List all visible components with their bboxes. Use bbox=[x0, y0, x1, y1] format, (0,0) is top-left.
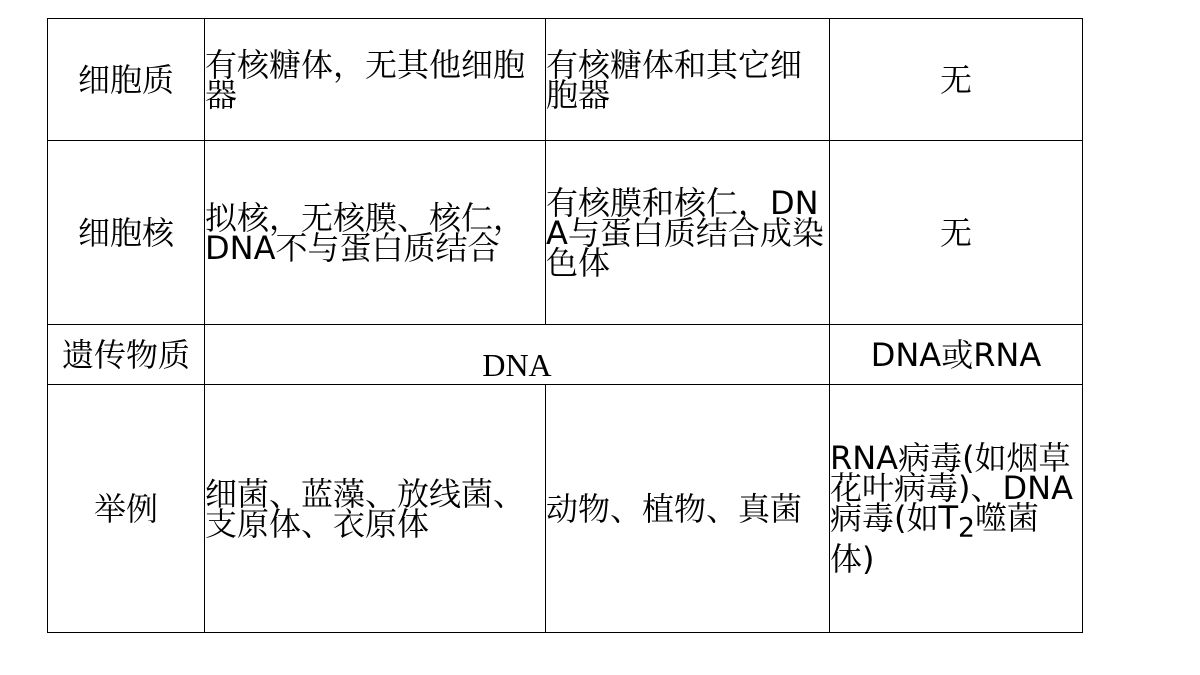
cellular-organisms-cell bbox=[205, 325, 830, 385]
row-label-cell bbox=[48, 385, 205, 633]
prokaryote-cell bbox=[205, 385, 546, 633]
cell-text bbox=[830, 439, 1082, 578]
virus-cell bbox=[830, 385, 1083, 633]
row-label: 举例 bbox=[93, 489, 158, 528]
row-label-cell bbox=[48, 141, 205, 325]
cell-text: 细菌、蓝藻、放线菌、支原体、衣原体 bbox=[205, 474, 526, 543]
row-label: 遗传物质 bbox=[61, 335, 190, 374]
row-label: 细胞质 bbox=[77, 60, 174, 99]
virus-example-text-end: 噬菌体) bbox=[830, 499, 1040, 578]
virus-example-text: RNA病毒(如烟草花叶病毒)、DNA病毒(如T bbox=[830, 439, 1073, 538]
row-label: 细胞核 bbox=[77, 213, 174, 252]
prokaryote-cell bbox=[205, 19, 546, 141]
row-label-cell bbox=[48, 19, 205, 141]
table-row-nucleus bbox=[48, 141, 1083, 325]
eukaryote-cell bbox=[546, 19, 830, 141]
cell-text: DNA或RNA bbox=[870, 335, 1042, 374]
table-row-cytoplasm bbox=[48, 19, 1083, 141]
cell-text: 动物、植物、真菌 bbox=[546, 489, 803, 528]
cell-text: 无 bbox=[939, 60, 972, 99]
cell-text: 有核糖体，无其他细胞器 bbox=[205, 45, 526, 114]
table-row-examples bbox=[48, 385, 1083, 633]
eukaryote-cell bbox=[546, 385, 830, 633]
cell-text: 拟核，无核膜、核仁，DNA不与蛋白质结合 bbox=[205, 198, 526, 267]
comparison-table bbox=[47, 18, 1083, 633]
eukaryote-cell bbox=[546, 141, 830, 325]
subscript: 2 bbox=[958, 512, 976, 544]
row-label-cell bbox=[48, 325, 205, 385]
cell-text: 有核糖体和其它细胞器 bbox=[546, 45, 803, 114]
prokaryote-cell bbox=[205, 141, 546, 325]
virus-cell bbox=[830, 19, 1083, 141]
cell-text: 无 bbox=[939, 213, 972, 252]
virus-cell bbox=[830, 325, 1083, 385]
virus-cell bbox=[830, 141, 1083, 325]
table-row-genetic-material bbox=[48, 325, 1083, 385]
cell-text: DNA bbox=[482, 346, 552, 383]
cell-text: 有核膜和核仁，DNA与蛋白质结合成染色体 bbox=[546, 183, 824, 282]
